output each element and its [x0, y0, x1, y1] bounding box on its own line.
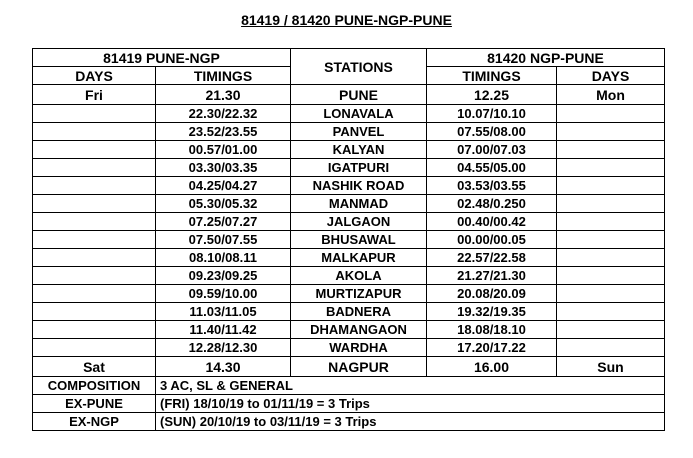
timetable — [32, 48, 665, 431]
up-time-cell: 09.23/09.25 — [156, 267, 291, 285]
footer-value: (FRI) 18/10/19 to 01/11/19 = 3 Trips — [156, 395, 665, 413]
station-cell: MANMAD — [291, 195, 427, 213]
up-time-cell: 07.50/07.55 — [156, 231, 291, 249]
up-time-cell: 08.10/08.11 — [156, 249, 291, 267]
station-cell: MURTIZAPUR — [291, 285, 427, 303]
up-day-cell — [33, 195, 156, 213]
footer-row — [33, 413, 665, 431]
table-row — [33, 285, 665, 303]
table-row — [33, 357, 665, 377]
down-time-cell: 22.57/22.58 — [427, 249, 557, 267]
down-time-cell: 00.00/00.05 — [427, 231, 557, 249]
down-day-cell — [557, 141, 665, 159]
station-cell: LONAVALA — [291, 105, 427, 123]
footer-value: (SUN) 20/10/19 to 03/11/19 = 3 Trips — [156, 413, 665, 431]
footer-label: EX-NGP — [33, 413, 156, 431]
up-time-cell: 14.30 — [156, 357, 291, 377]
station-cell: BHUSAWAL — [291, 231, 427, 249]
down-day-cell — [557, 213, 665, 231]
up-timings-header: TIMINGS — [156, 67, 291, 85]
station-cell: PANVEL — [291, 123, 427, 141]
down-day-cell: Mon — [557, 85, 665, 105]
down-day-cell — [557, 105, 665, 123]
footer-row — [33, 377, 665, 395]
up-day-cell — [33, 285, 156, 303]
up-time-cell: 11.03/11.05 — [156, 303, 291, 321]
table-row — [33, 267, 665, 285]
up-day-cell — [33, 141, 156, 159]
down-day-cell — [557, 195, 665, 213]
up-time-cell: 12.28/12.30 — [156, 339, 291, 357]
down-time-cell: 10.07/10.10 — [427, 105, 557, 123]
station-cell: NASHIK ROAD — [291, 177, 427, 195]
up-day-cell — [33, 249, 156, 267]
table-row — [33, 249, 665, 267]
table-row — [33, 177, 665, 195]
table-row — [33, 141, 665, 159]
up-time-cell: 21.30 — [156, 85, 291, 105]
down-day-cell — [557, 123, 665, 141]
up-day-cell: Sat — [33, 357, 156, 377]
up-time-cell: 04.25/04.27 — [156, 177, 291, 195]
down-time-cell: 19.32/19.35 — [427, 303, 557, 321]
down-time-cell: 16.00 — [427, 357, 557, 377]
down-day-cell: Sun — [557, 357, 665, 377]
up-train-header: 81419 PUNE-NGP — [33, 49, 291, 67]
up-time-cell: 03.30/03.35 — [156, 159, 291, 177]
page-title: 81419 / 81420 PUNE-NGP-PUNE — [241, 12, 452, 28]
footer-value: 3 AC, SL & GENERAL — [156, 377, 665, 395]
down-day-cell — [557, 285, 665, 303]
up-day-cell — [33, 339, 156, 357]
station-cell: BADNERA — [291, 303, 427, 321]
table-row — [33, 195, 665, 213]
up-day-cell — [33, 213, 156, 231]
station-cell: KALYAN — [291, 141, 427, 159]
down-train-header: 81420 NGP-PUNE — [427, 49, 665, 67]
down-day-cell — [557, 177, 665, 195]
down-time-cell: 12.25 — [427, 85, 557, 105]
station-cell: NAGPUR — [291, 357, 427, 377]
up-day-cell — [33, 303, 156, 321]
footer-label: EX-PUNE — [33, 395, 156, 413]
table-row — [33, 231, 665, 249]
station-cell: PUNE — [291, 85, 427, 105]
up-day-cell — [33, 231, 156, 249]
down-day-cell — [557, 249, 665, 267]
table-row — [33, 123, 665, 141]
down-time-cell: 17.20/17.22 — [427, 339, 557, 357]
station-cell: IGATPURI — [291, 159, 427, 177]
up-time-cell: 22.30/22.32 — [156, 105, 291, 123]
down-day-cell — [557, 231, 665, 249]
down-timings-header: TIMINGS — [427, 67, 557, 85]
table-row — [33, 339, 665, 357]
stations-header: STATIONS — [291, 49, 427, 85]
station-cell: DHAMANGAON — [291, 321, 427, 339]
up-time-cell: 09.59/10.00 — [156, 285, 291, 303]
up-time-cell: 05.30/05.32 — [156, 195, 291, 213]
down-time-cell: 07.55/08.00 — [427, 123, 557, 141]
down-time-cell: 00.40/00.42 — [427, 213, 557, 231]
down-day-cell — [557, 303, 665, 321]
station-cell: JALGAON — [291, 213, 427, 231]
table-row — [33, 105, 665, 123]
footer-row — [33, 395, 665, 413]
down-time-cell: 04.55/05.00 — [427, 159, 557, 177]
footer-label: COMPOSITION — [33, 377, 156, 395]
station-cell: WARDHA — [291, 339, 427, 357]
table-row — [33, 85, 665, 105]
up-day-cell — [33, 267, 156, 285]
down-day-cell — [557, 339, 665, 357]
up-day-cell — [33, 159, 156, 177]
up-days-header: DAYS — [33, 67, 156, 85]
up-time-cell: 23.52/23.55 — [156, 123, 291, 141]
down-days-header: DAYS — [557, 67, 665, 85]
station-cell: AKOLA — [291, 267, 427, 285]
down-day-cell — [557, 267, 665, 285]
table-row — [33, 303, 665, 321]
up-time-cell: 11.40/11.42 — [156, 321, 291, 339]
up-day-cell — [33, 177, 156, 195]
train-header-row — [33, 49, 665, 67]
down-time-cell: 20.08/20.09 — [427, 285, 557, 303]
down-time-cell: 18.08/18.10 — [427, 321, 557, 339]
table-row — [33, 321, 665, 339]
up-day-cell — [33, 321, 156, 339]
down-time-cell: 03.53/03.55 — [427, 177, 557, 195]
down-time-cell: 07.00/07.03 — [427, 141, 557, 159]
down-time-cell: 02.48/0.250 — [427, 195, 557, 213]
down-day-cell — [557, 321, 665, 339]
down-day-cell — [557, 159, 665, 177]
up-day-cell — [33, 123, 156, 141]
down-time-cell: 21.27/21.30 — [427, 267, 557, 285]
table-row — [33, 159, 665, 177]
up-day-cell — [33, 105, 156, 123]
station-cell: MALKAPUR — [291, 249, 427, 267]
up-time-cell: 00.57/01.00 — [156, 141, 291, 159]
up-time-cell: 07.25/07.27 — [156, 213, 291, 231]
up-day-cell: Fri — [33, 85, 156, 105]
table-row — [33, 213, 665, 231]
